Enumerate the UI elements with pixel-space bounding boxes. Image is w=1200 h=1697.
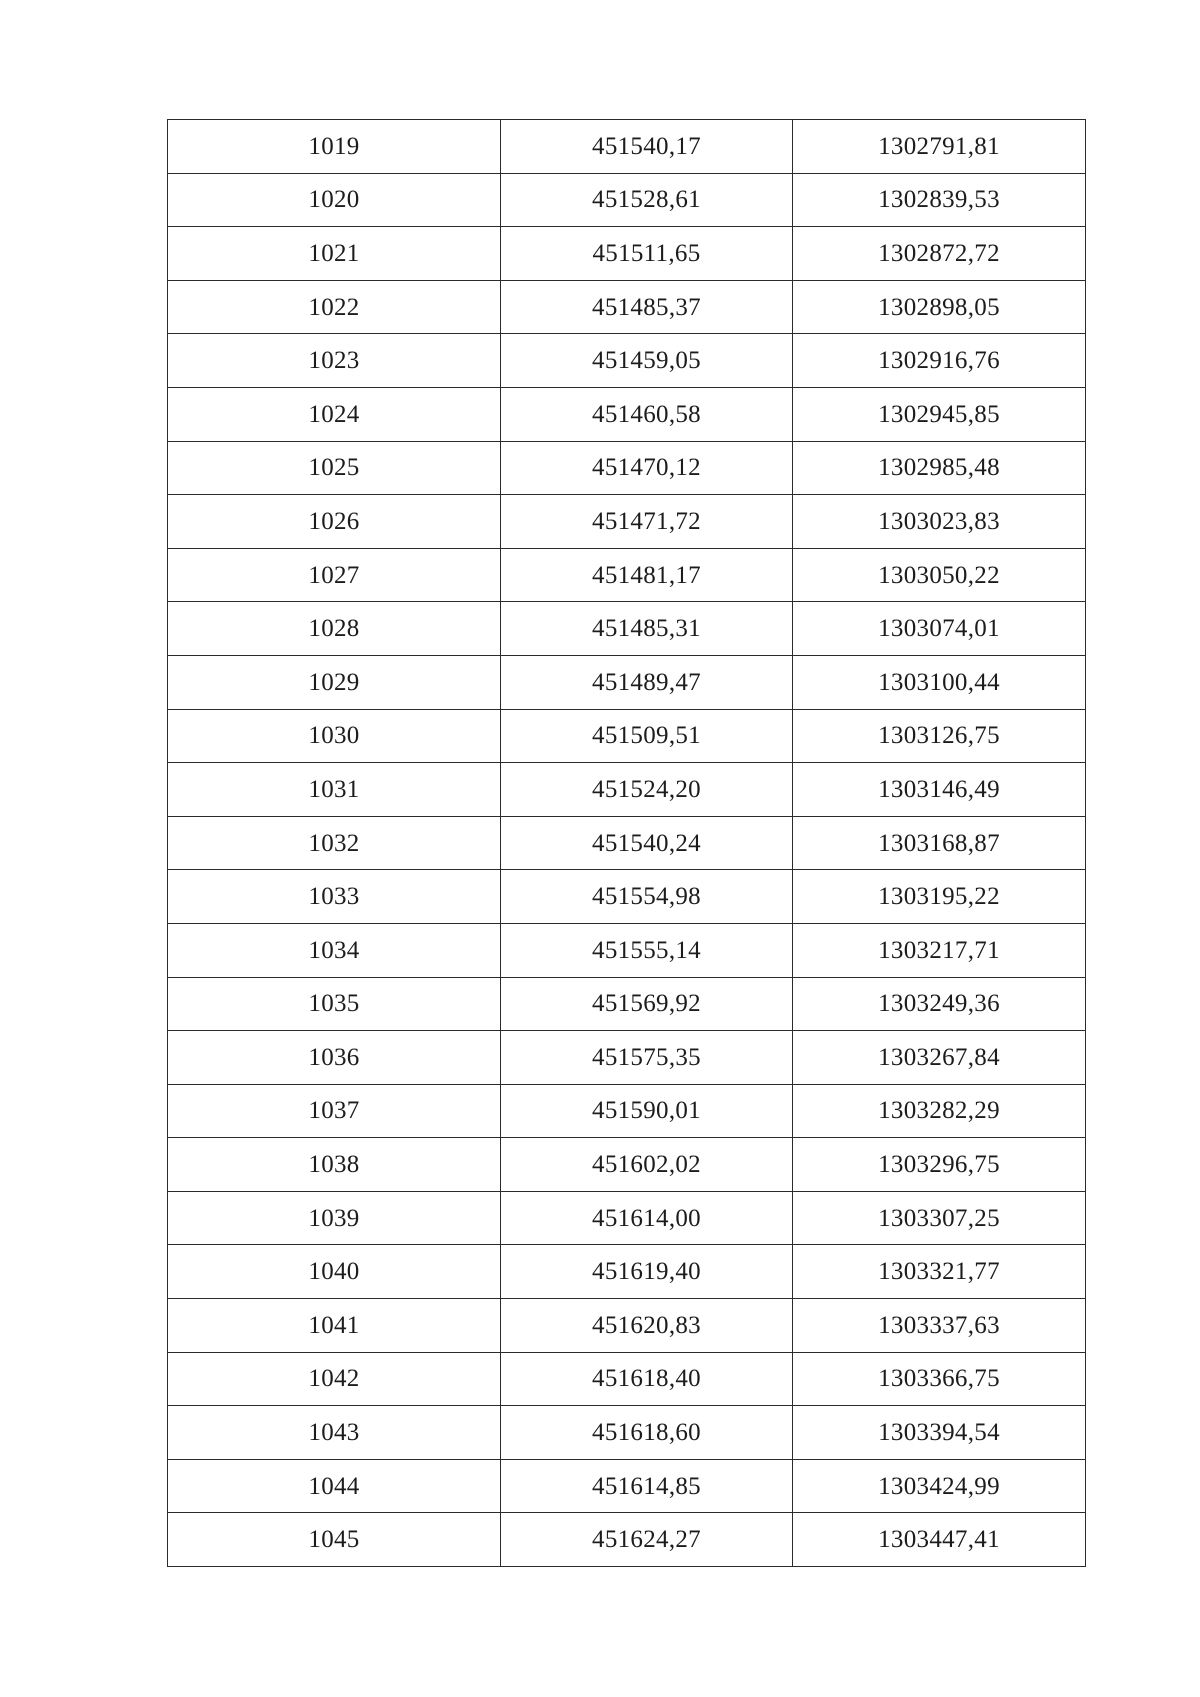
table-row [168,1299,1086,1353]
point-number-cell: 1031 [168,763,501,817]
y-coordinate-cell: 1303217,71 [793,923,1086,977]
x-coordinate-cell: 451528,61 [501,173,793,227]
table-row [168,923,1086,977]
y-coordinate-cell: 1303126,75 [793,709,1086,763]
x-coordinate-cell: 451618,60 [501,1406,793,1460]
point-number-cell: 1020 [168,173,501,227]
point-number-cell: 1040 [168,1245,501,1299]
point-number-cell: 1036 [168,1031,501,1085]
y-coordinate-cell: 1302872,72 [793,227,1086,281]
table-row [168,227,1086,281]
table-row [168,1406,1086,1460]
y-coordinate-cell: 1303249,36 [793,977,1086,1031]
y-coordinate-cell: 1303337,63 [793,1299,1086,1353]
x-coordinate-cell: 451470,12 [501,441,793,495]
y-coordinate-cell: 1303296,75 [793,1138,1086,1192]
table-row [168,1513,1086,1567]
table-row [168,1084,1086,1138]
x-coordinate-cell: 451509,51 [501,709,793,763]
point-number-cell: 1033 [168,870,501,924]
y-coordinate-cell: 1303394,54 [793,1406,1086,1460]
table-row [168,548,1086,602]
y-coordinate-cell: 1302791,81 [793,120,1086,174]
y-coordinate-cell: 1303267,84 [793,1031,1086,1085]
point-number-cell: 1042 [168,1352,501,1406]
x-coordinate-cell: 451471,72 [501,495,793,549]
point-number-cell: 1029 [168,655,501,709]
x-coordinate-cell: 451614,00 [501,1191,793,1245]
x-coordinate-cell: 451575,35 [501,1031,793,1085]
point-number-cell: 1044 [168,1459,501,1513]
y-coordinate-cell: 1303195,22 [793,870,1086,924]
point-number-cell: 1039 [168,1191,501,1245]
point-number-cell: 1019 [168,120,501,174]
point-number-cell: 1021 [168,227,501,281]
table-row [168,816,1086,870]
point-number-cell: 1034 [168,923,501,977]
table-row [168,495,1086,549]
y-coordinate-cell: 1303168,87 [793,816,1086,870]
table-row [168,120,1086,174]
x-coordinate-cell: 451555,14 [501,923,793,977]
table-row [168,441,1086,495]
point-number-cell: 1043 [168,1406,501,1460]
table-row [168,1138,1086,1192]
y-coordinate-cell: 1303050,22 [793,548,1086,602]
y-coordinate-cell: 1303307,25 [793,1191,1086,1245]
point-number-cell: 1028 [168,602,501,656]
x-coordinate-cell: 451618,40 [501,1352,793,1406]
point-number-cell: 1027 [168,548,501,602]
y-coordinate-cell: 1303100,44 [793,655,1086,709]
x-coordinate-cell: 451614,85 [501,1459,793,1513]
y-coordinate-cell: 1302839,53 [793,173,1086,227]
x-coordinate-cell: 451485,37 [501,280,793,334]
table-row [168,763,1086,817]
x-coordinate-cell: 451620,83 [501,1299,793,1353]
table-row [168,173,1086,227]
point-number-cell: 1045 [168,1513,501,1567]
y-coordinate-cell: 1303447,41 [793,1513,1086,1567]
x-coordinate-cell: 451554,98 [501,870,793,924]
point-number-cell: 1030 [168,709,501,763]
x-coordinate-cell: 451489,47 [501,655,793,709]
x-coordinate-cell: 451540,17 [501,120,793,174]
y-coordinate-cell: 1303146,49 [793,763,1086,817]
table-row [168,709,1086,763]
y-coordinate-cell: 1303366,75 [793,1352,1086,1406]
y-coordinate-cell: 1302945,85 [793,387,1086,441]
table-row [168,334,1086,388]
point-number-cell: 1035 [168,977,501,1031]
coordinates-table [167,119,1086,1567]
point-number-cell: 1032 [168,816,501,870]
x-coordinate-cell: 451540,24 [501,816,793,870]
y-coordinate-cell: 1302985,48 [793,441,1086,495]
table-row [168,1191,1086,1245]
table-row [168,602,1086,656]
x-coordinate-cell: 451460,58 [501,387,793,441]
x-coordinate-cell: 451511,65 [501,227,793,281]
y-coordinate-cell: 1302898,05 [793,280,1086,334]
x-coordinate-cell: 451481,17 [501,548,793,602]
point-number-cell: 1025 [168,441,501,495]
table-row [168,1459,1086,1513]
table-row [168,870,1086,924]
table-row [168,1031,1086,1085]
point-number-cell: 1022 [168,280,501,334]
point-number-cell: 1026 [168,495,501,549]
table-row [168,977,1086,1031]
y-coordinate-cell: 1303424,99 [793,1459,1086,1513]
x-coordinate-cell: 451602,02 [501,1138,793,1192]
point-number-cell: 1024 [168,387,501,441]
coordinates-table-body [168,120,1086,1567]
x-coordinate-cell: 451590,01 [501,1084,793,1138]
x-coordinate-cell: 451619,40 [501,1245,793,1299]
x-coordinate-cell: 451569,92 [501,977,793,1031]
x-coordinate-cell: 451485,31 [501,602,793,656]
x-coordinate-cell: 451624,27 [501,1513,793,1567]
point-number-cell: 1037 [168,1084,501,1138]
table-row [168,387,1086,441]
y-coordinate-cell: 1303023,83 [793,495,1086,549]
table-row [168,1245,1086,1299]
y-coordinate-cell: 1302916,76 [793,334,1086,388]
point-number-cell: 1041 [168,1299,501,1353]
table-row [168,655,1086,709]
y-coordinate-cell: 1303074,01 [793,602,1086,656]
x-coordinate-cell: 451459,05 [501,334,793,388]
table-row [168,1352,1086,1406]
x-coordinate-cell: 451524,20 [501,763,793,817]
point-number-cell: 1023 [168,334,501,388]
y-coordinate-cell: 1303321,77 [793,1245,1086,1299]
y-coordinate-cell: 1303282,29 [793,1084,1086,1138]
point-number-cell: 1038 [168,1138,501,1192]
table-row [168,280,1086,334]
